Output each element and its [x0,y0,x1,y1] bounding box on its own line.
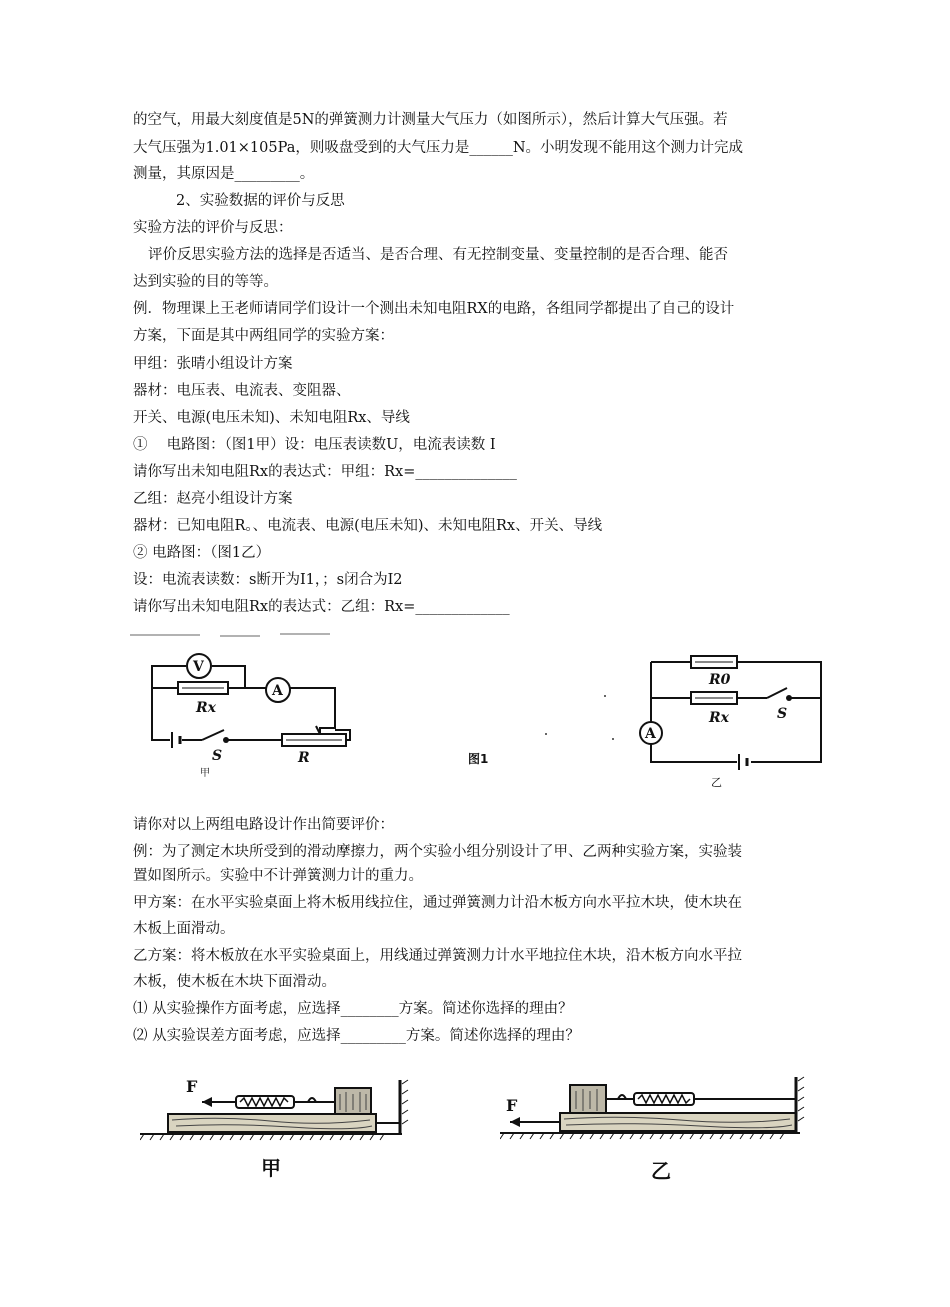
text-line: 开关、电源(电压未知)、未知电阻Rx、导线 [133,410,410,426]
text-line: 置如图所示。实验中不计弹簧测力计的重力。 [133,868,423,884]
text-line: ② 电路图：（图1乙） [133,545,271,561]
text-line: 乙组：赵亮小组设计方案 [133,491,293,507]
text-line: 实验方法的评价与反思： [133,220,293,236]
text-line: 达到实验的目的等等。 [133,274,278,290]
rx-label: Rx [709,710,729,726]
text-line: ① 电路图：（图1甲）设：电压表读数U，电流表读数 I [133,437,496,453]
scan-artifact [545,733,547,735]
fig-caption-jia: 甲 [200,768,210,779]
force-label: F [186,1077,198,1096]
text-line: 甲方案：在水平实验桌面上将木板用线拉住，通过弹簧测力计沿木板方向水平拉木块，使木块在 [133,895,742,911]
text-line: 设：电流表读数：s断开为I1，；s闭合为I2 [133,572,403,588]
text-line: 甲组：张晴小组设计方案 [133,356,293,372]
circuit-diagram-yi [625,640,830,795]
ammeter-label: A [645,726,656,742]
text-line: 的空气，用最大刻度值是5N的弹簧测力计测量大气压力（如图所示），然后计算大气压强。若 [133,112,728,128]
question-2: ⑵ 从实验误差方面考虑，应选择_________方案。简述你选择的理由？ [133,1028,580,1044]
figure-caption-jia: 甲 [261,1156,281,1180]
text-line: 评价反思实验方法的选择是否适当、是否合理、有无控制变量、变量控制的是否合理、能否 [148,247,728,263]
friction-setup-jia [140,1070,410,1145]
text-line: 方案，下面是其中两组同学的实验方案： [133,328,394,344]
scan-artifact [604,695,606,697]
r0-label: R0 [709,672,731,688]
text-line: 请你写出未知电阻Rx的表达式：乙组：Rx=_____________ [133,599,510,615]
text-line: 例．物理课上王老师请同学们设计一个测出未知电阻RX的电路，各组同学都提出了自己的设计 [133,301,735,317]
rheostat-label: R [298,750,310,766]
text-line: 木板上面滑动。 [133,921,235,937]
friction-setup-yi [500,1075,810,1145]
text-line: 器材：已知电阻R。、电流表、电源(电压未知)、未知电阻Rx、开关、导线 [133,518,603,534]
text-line: 木板，使木板在木块下面滑动。 [133,974,336,990]
figure-caption-yi: 乙 [651,1159,671,1183]
text-line: 例：为了测定木块所受到的滑动摩擦力，两个实验小组分别设计了甲、乙两种实验方案，实验装 [133,844,742,860]
text-line: 请你对以上两组电路设计作出简要评价： [133,817,394,833]
circuit-diagram-jia [130,630,370,780]
switch-label: S [212,748,223,764]
text-line: 乙方案：将木板放在水平实验桌面上，用线通过弹簧测力计水平地拉住木块，沿木板方向水平拉 [133,948,742,964]
voltmeter-label: V [193,659,204,675]
text-line: 大气压强为1.01×105Pa，则吸盘受到的大气压力是______N。小明发现不能用这个测力计完成 [133,140,744,156]
ammeter-label: A [272,683,283,699]
text-line: 请你写出未知电阻Rx的表达式：甲组：Rx=______________ [133,464,517,480]
rx-label: Rx [196,700,216,716]
switch-label: S [777,706,788,722]
fig-caption-yi: 乙 [711,776,722,789]
figure-caption: 图1 [468,752,489,766]
scan-artifact [612,738,614,740]
text-line: 测量，其原因是_________。 [133,166,315,182]
question-1: ⑴ 从实验操作方面考虑，应选择________方案。简述你选择的理由？ [133,1001,573,1017]
force-label: F [506,1096,518,1115]
text-line: 器材：电压表、电流表、变阻器、 [133,383,351,399]
section-heading: 2、实验数据的评价与反思 [176,193,345,209]
